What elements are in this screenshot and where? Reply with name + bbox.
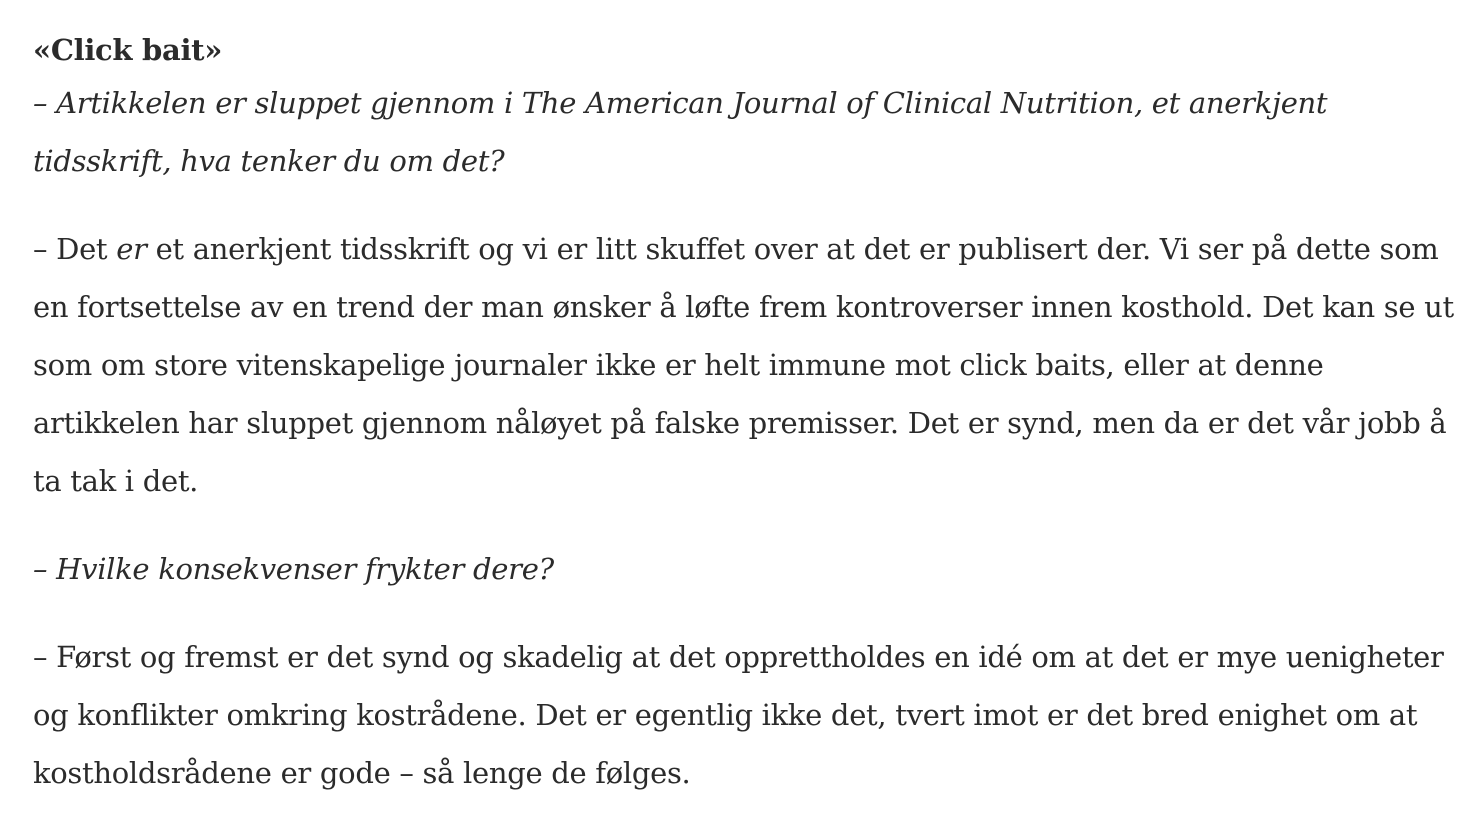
interview-answer-1 xyxy=(33,220,1456,510)
interview-answer-2: – Først og fremst er det synd og skadelig at det opprettholdes en idé om at det er mye uenigheter og konflikter omkring kostrådene. Det er egentlig ikke det, tvert imot er det bred enighet om at kostholdsrådene er gode – så lenge de følges. xyxy=(33,640,1444,790)
interview-question-1: – Artikkelen er sluppet gjennom i The American Journal of Clinical Nutrition, et anerkjent tidsskrift, hva tenker du om det? xyxy=(33,86,1328,178)
interview-question-2: – Hvilke konsekvenser frykter dere? xyxy=(33,552,554,586)
answer-1-emphasis: er xyxy=(116,232,147,266)
answer-1-suffix: et anerkjent tidsskrift og vi er litt skuffet over at det er publisert der. Vi ser på dette som en fortsettelse av en trend der man ønsker å løfte frem kontroverser innen kosthold. Det kan se ut som om store vitenskapelige journaler ikke er helt immune mot click baits, eller at denne artikkelen har sluppet gjennom nåløyet på falske premisser. Det er synd, men da er det vår jobb å ta tak i det. xyxy=(33,232,1454,498)
answer-1-prefix: – Det xyxy=(33,232,117,266)
section-subheading: «Click bait» xyxy=(33,33,223,67)
